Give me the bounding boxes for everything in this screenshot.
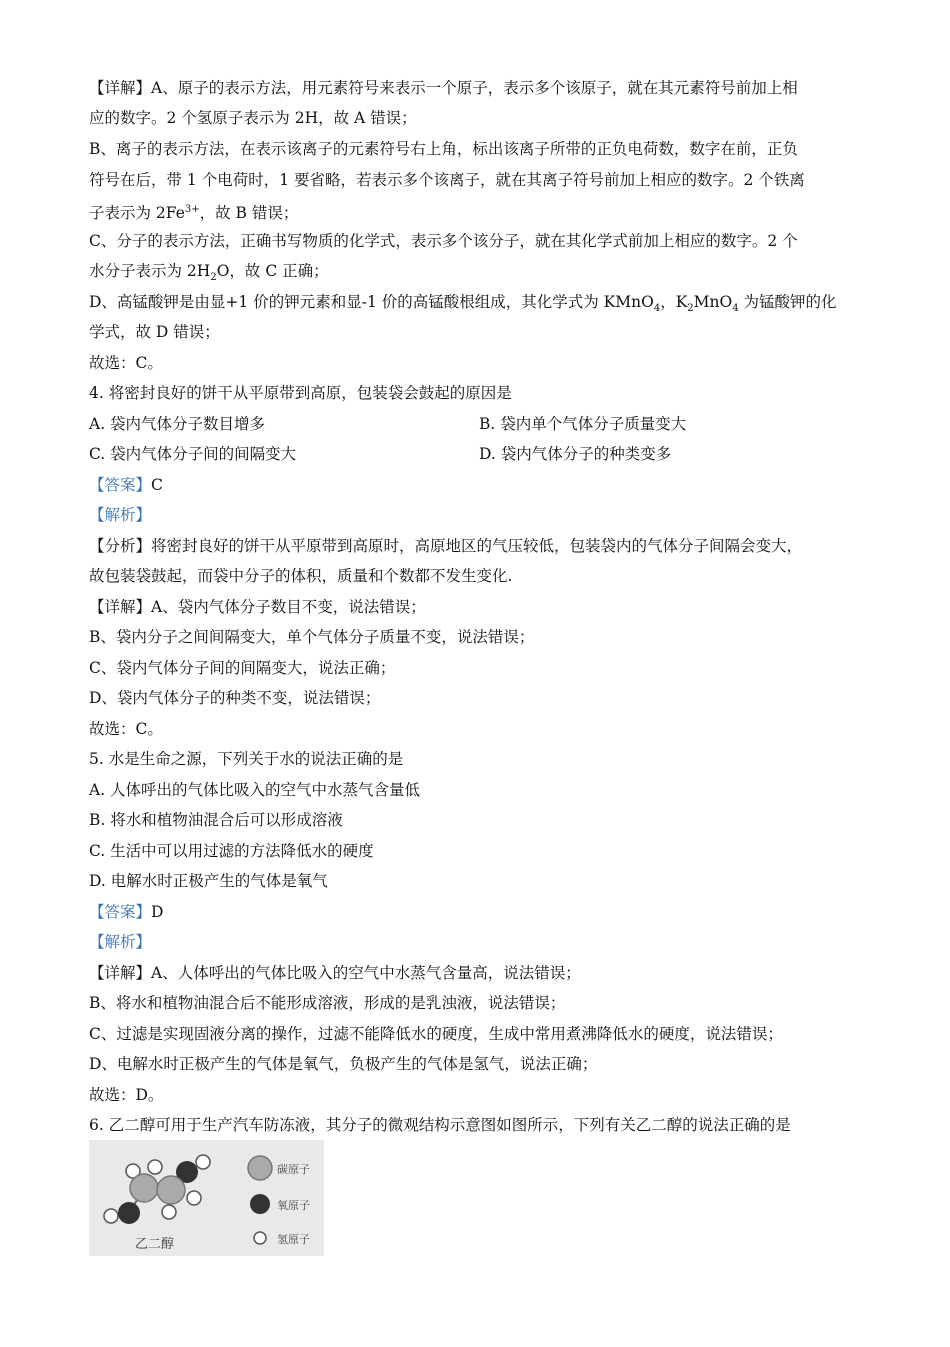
q3-detail-line8 — [89, 292, 869, 319]
subscript: 2 — [687, 303, 694, 315]
molecule-svg — [89, 1140, 324, 1256]
text-span: 水分子表示为 2H — [89, 262, 211, 280]
q4-answer — [89, 475, 869, 495]
q3-detail-line9: 学式，故 D 错误； — [89, 323, 220, 341]
text-span: ，故 B 错误； — [199, 204, 299, 223]
q4-option-c: C. 袋内气体分子间的间隔变大 — [89, 445, 297, 463]
legend-carbon-icon — [248, 1156, 272, 1180]
text-span: 为锰酸钾的化 — [738, 293, 837, 311]
legend-carbon-label: 碳原子 — [277, 1163, 310, 1176]
legend-hydrogen-label: 氢原子 — [277, 1233, 310, 1246]
subscript: 4 — [653, 303, 661, 315]
hydrogen-atom — [196, 1155, 210, 1169]
text-span: O，故 C 正确； — [216, 262, 329, 280]
q4-analysis-tag: 【解析】 — [89, 506, 152, 524]
answer-value: D — [151, 903, 164, 921]
q4-stem: 4. 将密封良好的饼干从平原带到高原，包装袋会鼓起的原因是 — [89, 384, 512, 402]
q5-option-d: D. 电解水时正极产生的气体是氧气 — [89, 872, 328, 890]
answer-tag: 【答案】 — [89, 476, 152, 494]
charge-superscript: 3+ — [184, 204, 200, 215]
hydrogen-atom — [148, 1160, 162, 1174]
hydrogen-atom — [104, 1209, 118, 1223]
answer-value: C — [151, 476, 163, 494]
q3-detail-line3: B、离子的表示方法，在表示该离子的元素符号右上角，标出该离子所带的正负电荷数，数字在前，正负 — [89, 140, 798, 158]
q5-detail-line3: C、过滤是实现固液分离的操作，过滤不能降低水的硬度，生成中常用煮沸降低水的硬度，说法错误； — [89, 1025, 783, 1043]
q5-choice: 故选：D。 — [89, 1086, 164, 1104]
carbon-atom — [130, 1174, 158, 1202]
answer-tag: 【答案】 — [89, 903, 152, 921]
q4-choice: 故选：C。 — [89, 720, 163, 738]
text-span: MnO — [693, 293, 733, 311]
q5-detail-line1: 【详解】A、人体呼出的气体比吸入的空气中水蒸气含量高，说法错误； — [89, 964, 581, 982]
q5-detail-line2: B、将水和植物油混合后不能形成溶液，形成的是乳浊液，说法错误； — [89, 994, 566, 1012]
q5-analysis-tag: 【解析】 — [89, 933, 152, 951]
q5-detail-line4: D、电解水时正极产生的气体是氧气，负极产生的气体是氢气，说法正确； — [89, 1055, 598, 1073]
q3-detail-line2: 应的数字。2 个氢原子表示为 2H，故 A 错误； — [89, 109, 417, 127]
oxygen-atom — [118, 1202, 140, 1224]
hydrogen-atom — [187, 1191, 201, 1205]
q3-detail-line7 — [89, 261, 869, 288]
q4-detail-line1: 【详解】A、袋内气体分子数目不变，说法错误； — [89, 598, 426, 616]
q4-analysis-line2: 故包装袋鼓起，而袋中分子的体积，质量和个数都不发生变化. — [89, 567, 513, 585]
text-span: 子表示为 2Fe — [89, 204, 185, 223]
legend-oxygen-label: 氧原子 — [277, 1199, 310, 1212]
q3-detail-line1: 【详解】A、原子的表示方法，用元素符号来表示一个原子，表示多个该原子，就在其元素符号前加上相 — [89, 79, 798, 97]
subscript: 4 — [732, 303, 739, 315]
q5-answer — [89, 902, 869, 922]
q5-option-b: B. 将水和植物油混合后可以形成溶液 — [89, 811, 343, 829]
q4-option-a: A. 袋内气体分子数目增多 — [89, 415, 266, 433]
q3-detail-line5 — [89, 200, 869, 223]
q3-choice: 故选：C。 — [89, 354, 163, 372]
ethylene-glycol-diagram — [89, 1140, 324, 1256]
text-span: D、高锰酸钾是由显+1 价的钾元素和显-1 价的高锰酸根组成，其化学式为 KMnO — [89, 293, 654, 311]
q4-detail-line2: B、袋内分子之间间隔变大，单个气体分子质量不变，说法错误； — [89, 628, 535, 646]
legend-oxygen-icon — [250, 1194, 270, 1214]
q4-option-b: B. 袋内单个气体分子质量变大 — [479, 415, 687, 433]
subscript: 2 — [210, 272, 217, 284]
legend-hydrogen-icon — [254, 1232, 266, 1244]
q6-stem: 6. 乙二醇可用于生产汽车防冻液，其分子的微观结构示意图如图所示，下列有关乙二醇的说法正确的是 — [89, 1116, 791, 1134]
q4-detail-line4: D、袋内气体分子的种类不变，说法错误； — [89, 689, 381, 707]
q5-option-a: A. 人体呼出的气体比吸入的空气中水蒸气含量低 — [89, 781, 421, 799]
q5-stem: 5. 水是生命之源，下列关于水的说法正确的是 — [89, 750, 404, 768]
q4-detail-line3: C、袋内气体分子间的间隔变大，说法正确； — [89, 659, 396, 677]
q4-analysis-line1: 【分析】将密封良好的饼干从平原带到高原时，高原地区的气压较低，包装袋内的气体分子间隔会变大， — [89, 537, 803, 555]
q5-option-c: C. 生活中可以用过滤的方法降低水的硬度 — [89, 842, 374, 860]
q4-option-d: D. 袋内气体分子的种类变多 — [479, 445, 672, 463]
carbon-atom — [157, 1176, 185, 1204]
hydrogen-atom — [162, 1205, 176, 1219]
figure-caption: 乙二醇 — [135, 1237, 175, 1252]
q3-detail-line4: 符号在后，带 1 个电荷时，1 要省略，若表示多个该离子，就在其离子符号前加上相应的数字。2 个铁离 — [89, 171, 805, 189]
q3-detail-line6: C、分子的表示方法，正确书写物质的化学式，表示多个该分子，就在其化学式前加上相应的数字。2 个 — [89, 232, 798, 250]
text-span: ，K — [660, 293, 688, 311]
